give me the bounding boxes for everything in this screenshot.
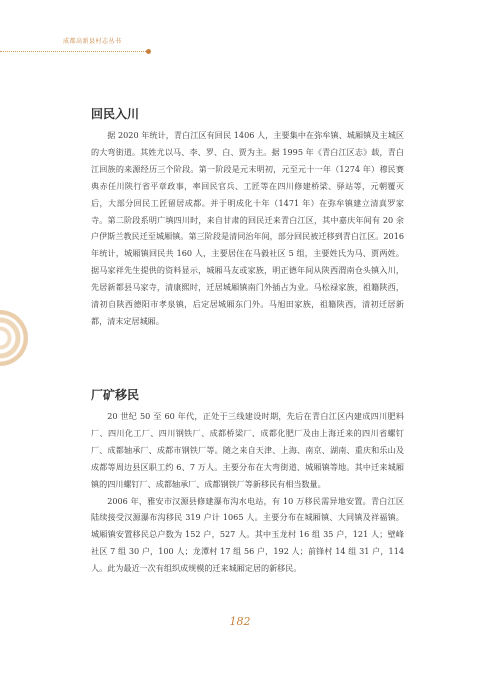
paragraph: 2006 年，雅安市汉源县修建瀑布沟水电站，有 10 万移民需异地安置。青白江区陆续接受汉源瀑布沟移民 319 户计 1065 人。主要分布在城厢镇、大同镇及祥福镇。城厢镇安置移民总户数为 152 户，527 人。其中玉龙村 16 组 35 户，121 人；壁峰社区 7 组 30 户，100 人；龙潭村 17 组 56 户，192 人；前锋村 14 组 31 户，114 人。此为最近一次有组织成规模的迁来城厢定居的新移民。 xyxy=(91,495,404,574)
section-body-hui-migration xyxy=(91,127,404,330)
section-body-factory-migration xyxy=(91,408,404,577)
section-title-factory-migration: 厂矿移民 xyxy=(91,388,140,402)
paragraph: 据 2020 年统计，青白江区有回民 1406 人，主要集中在弥牟镇、城厢镇及主城区的大弯街道。其姓尤以马、李、罗、白、贾为主。据 1995 年《青白江区志》载，青白江回族的来源经历三个阶段。第一阶段是元末明初，元至元十一年（1274 年）穆民赛典赤任川陕行省平章政事，率回民官兵、工匠等在四川修建桥梁、驿站等，元朝覆灭后，大部分回民工匠留居成都。并于明成化十年（1471 年）在弥牟镇建立清真罗家寺。第二阶段系明广填四川时，来自甘肃的回民迁来青白江区，其中嘉庆年间有 20 余户伊斯兰教民迁至城厢镇。第三阶段是清同治年间，部分回民被迁移到青白江区。2016 年统计，城厢镇回民共 160 人，主要居住在马毅社区 5 组，主要姓氏为马、贾两姓。据马家祥先生提供的资料显示，城厢马友或家族，明正德年间从陕西渭南仓头镇入川，先居新都县马家寺，清康熙时，迁居城厢镇南门外插占为业。马松禄家族，祖籍陕西，清初自陕西德阳市孝泉镇，后定居城厢东门外。马旭田家族，祖籍陕西，清初迁居新都，清末定居城厢。 xyxy=(91,130,404,326)
section-title-hui-migration: 回民入川 xyxy=(91,107,140,121)
running-header-title: 成都高新县村志丛书 xyxy=(63,38,122,45)
header-dotted-rule xyxy=(0,51,146,52)
paragraph: 20 世纪 50 至 60 年代，正处于三线建设时期，先后在青白江区内建成四川肥料厂、四川化工厂、四川钢铁厂、成都桥梁厂、成都化肥厂及由上海迁来的四川省螺钉厂、成都轴承厂、成都市钢铁厂等。随之来自天津、上海、南京、湖南、重庆和乐山及成都等周边县区职工约 6、7 万人。主要分布在大弯街道、城厢镇等地。其中迁来城厢镇的四川螺钉厂、成都轴承厂、成都钢铁厂等新移民有相当数量。 xyxy=(91,411,404,489)
header-dot-ornament xyxy=(146,49,151,54)
decorative-seal-ornament xyxy=(0,310,28,366)
page-number: 182 xyxy=(229,615,251,628)
